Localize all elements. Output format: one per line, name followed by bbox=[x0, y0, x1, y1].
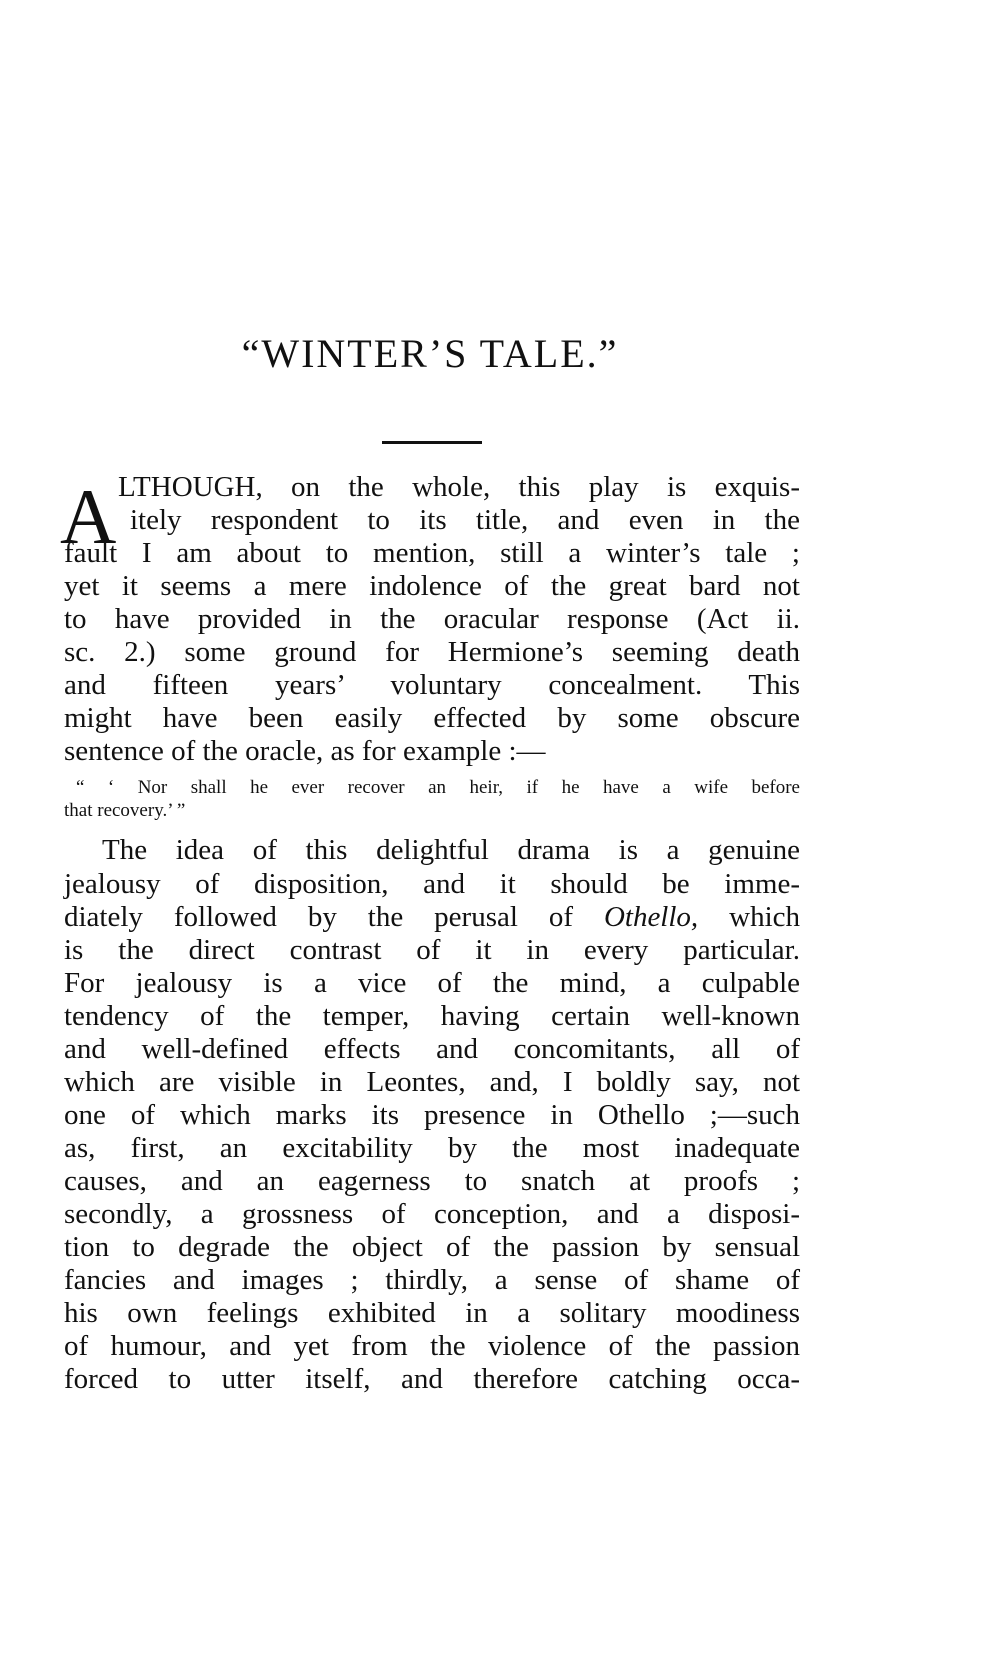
quote-line-1: “ ‘ Nor shall he ever recover an heir, if he have a wife before bbox=[76, 777, 800, 798]
para1-line-7: and fifteen years’ voluntary concealment. This bbox=[64, 669, 800, 701]
para2-line-3 bbox=[64, 899, 800, 935]
para1-line-4: yet it seems a mere indolence of the great bard not bbox=[64, 570, 800, 602]
para2-line-1: The idea of this delightful drama is a genuine bbox=[102, 834, 800, 866]
para2-line-11: causes, and an eagerness to snatch at proofs ; bbox=[64, 1165, 800, 1197]
para2-line-3-after: which bbox=[729, 901, 800, 933]
para2-line-3-before: diately followed by the perusal of bbox=[64, 901, 573, 933]
para2-line-9: one of which marks its presence in Othello ;—such bbox=[64, 1099, 800, 1131]
para2-line-6: tendency of the temper, having certain well-known bbox=[64, 1000, 800, 1032]
para2-line-15: his own feelings exhibited in a solitary moodiness bbox=[64, 1297, 800, 1329]
para2-line-13: tion to degrade the object of the passion by sensual bbox=[64, 1231, 800, 1263]
para1-line-1: LTHOUGH, on the whole, this play is exquis- bbox=[118, 471, 800, 503]
para2-line-12: secondly, a grossness of conception, and a disposi- bbox=[64, 1198, 800, 1230]
para2-line-14: fancies and images ; thirdly, a sense of shame of bbox=[64, 1264, 800, 1296]
para2-line-5: For jealousy is a vice of the mind, a culpable bbox=[64, 967, 800, 999]
para2-line-16: of humour, and yet from the violence of the passion bbox=[64, 1330, 800, 1362]
para1-line-2: itely respondent to its title, and even in the bbox=[130, 504, 800, 536]
para1-line-5: to have provided in the oracular response (Act ii. bbox=[64, 603, 800, 635]
para1-line-8: might have been easily effected by some obscure bbox=[64, 702, 800, 734]
para1-line-3: fault I am about to mention, still a winter’s tale ; bbox=[64, 537, 800, 569]
quote-line-2: that recovery.’ ” bbox=[64, 800, 186, 821]
para1-line-6: sc. 2.) some ground for Hermione’s seeming death bbox=[64, 636, 800, 668]
para1-line-9: sentence of the oracle, as for example :— bbox=[64, 735, 546, 767]
title-rule bbox=[382, 441, 482, 444]
para2-line-4: is the direct contrast of it in every particular. bbox=[64, 934, 800, 966]
othello-title: Othello, bbox=[603, 901, 699, 933]
para2-line-7: and well-defined effects and concomitants, all of bbox=[64, 1033, 800, 1065]
page-title: “WINTER’S TALE.” bbox=[241, 331, 619, 376]
drop-cap: A bbox=[60, 473, 117, 560]
para2-line-17: forced to utter itself, and therefore catching occa- bbox=[64, 1363, 800, 1395]
para2-line-8: which are visible in Leontes, and, I boldly say, not bbox=[64, 1066, 800, 1098]
para2-line-2: jealousy of disposition, and it should be imme- bbox=[64, 868, 800, 900]
para2-line-10: as, first, an excitability by the most inadequate bbox=[64, 1132, 800, 1164]
